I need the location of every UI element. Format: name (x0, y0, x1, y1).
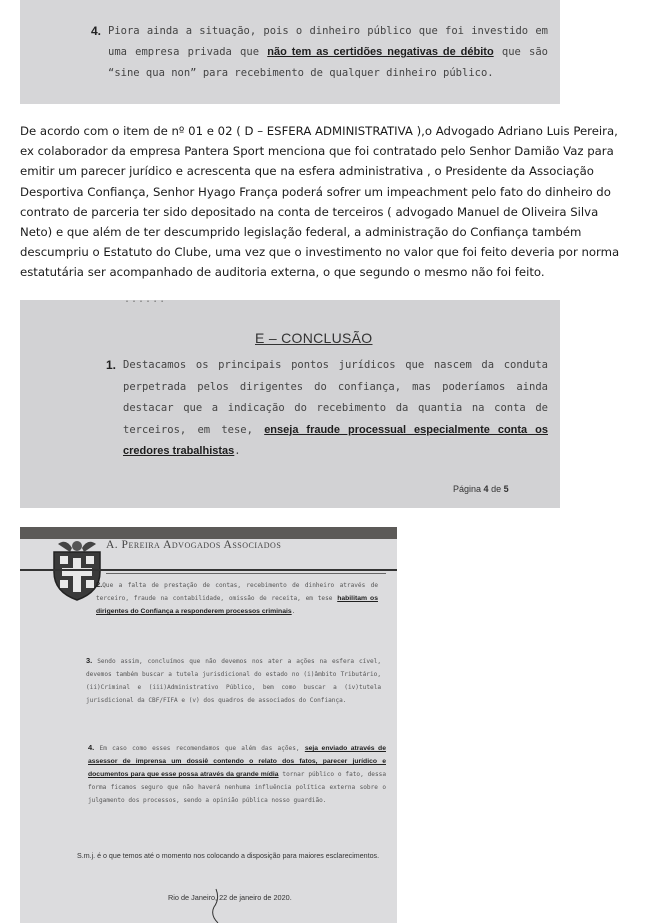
item-text-highlight: habilitam os dirigentes do Confiança a responderem processos criminais (96, 595, 378, 615)
item-2: 2.Que a falta de prestação de contas, recebimento de dinheiro através de terceiro, fraude na contabilidade, omissão de receita, em tese habilitam os dirigentes do Confiança a responderem processos criminais. (96, 580, 378, 615)
page-number: Página 4 de 5 (453, 484, 509, 494)
document-photo-2 (20, 294, 560, 508)
article-paragraph: De acordo com o item de nº 01 e 02 ( D – ESFERA ADMINISTRATIVA ),o Advogado Adriano Luis Pereira, ex colaborador da empresa Pantera Sport menciona que foi contratado pelo Senhor Damião Vaz para emitir um parecer jurídico e acrescenta que na esfera administrativa , o Presidente da Associação Desportiva Confiança, Senhor Hyago França poderá sofrer um impeachment pelo fato do dinheiro do contrato de parceria ter sido depositado na conta de terceiros ( advogado Manuel de Oliveira Silva Neto) e que além de ter descumprido legislação federal, a administração do Confiança também descumpriu o Estatuto do Clube, uma vez que o investimento no valor que foi feito deveria por norma estatutária ser acompanhado de auditoria externa, o que segundo o mesmo não foi feito. (20, 124, 620, 280)
item-text-highlight: seja enviado através de assessor de imprensa um dossiê contendo o relato dos fatos, parecer jurídico e documentos para que esse possa através da grande mídia (88, 745, 386, 778)
item-text: . (234, 445, 241, 457)
item-1 (106, 355, 548, 463)
item-number: 4. (91, 24, 102, 38)
item-text: que são “sine qua non” para recebimento de qualquer dinheiro público. (108, 46, 548, 79)
date-line: Rio de Janeiro, 22 de janeiro de 2020. (168, 893, 292, 902)
closing-text: S.m.j. é o que temos até o momento nos colocando a disposição para maiores esclarecimentos. (77, 852, 380, 860)
signature-mark (206, 889, 226, 923)
item-number: 1. (106, 358, 117, 372)
firm-name: A. Pereira Advogados Associados (106, 539, 282, 551)
header-rule (20, 569, 397, 571)
item-text: Piora ainda a situação, pois o dinheiro público que foi investido em uma empresa privada que (108, 25, 548, 58)
item-4: 4. Em caso como esses recomendamos que além das ações, seja enviado através de assessor de imprensa um dossiê contendo o relato dos fatos, parecer jurídico e documentos para que esse possa através da grande mídia tornar público o fato, dessa forma ficamos seguro que não haverá nenhuma influência política externa sobre o julgamento dos processos, sendo a opinião pública nosso guardião. (88, 743, 386, 804)
header-rule (106, 573, 386, 574)
item-4 (91, 21, 548, 84)
document-photo-1 (20, 0, 560, 104)
cropped-text: ...... (124, 294, 167, 305)
section-heading: E – CONCLUSÃO (255, 330, 373, 346)
item-text-highlight: enseja fraude processual especialmente conta os credores trabalhistas (123, 423, 548, 457)
item-3: 3. Sendo assim, concluímos que não devemos nos ater a ações na esfera cível, devemos também buscar a tutela jurisdicional do estado no (i)âmbito Tributário, (ii)Criminal e (iii)Administrativo Público, bem como buscar a (iv)tutela jurisdicional da CBF/FIFA e (v) dos quadros de associados do Confiança. (86, 656, 381, 704)
item-text-highlight: não tem as certidões negativas de débito (267, 46, 494, 58)
item-text: Destacamos os principais pontos jurídicos que nascem da conduta perpetrada pelos dirigentes do confiança, mas poderíamos ainda destacar que a indicação do recebimento da quantia na conta de terceiros, em tese, (123, 359, 548, 436)
document-photo-3 (20, 527, 397, 923)
